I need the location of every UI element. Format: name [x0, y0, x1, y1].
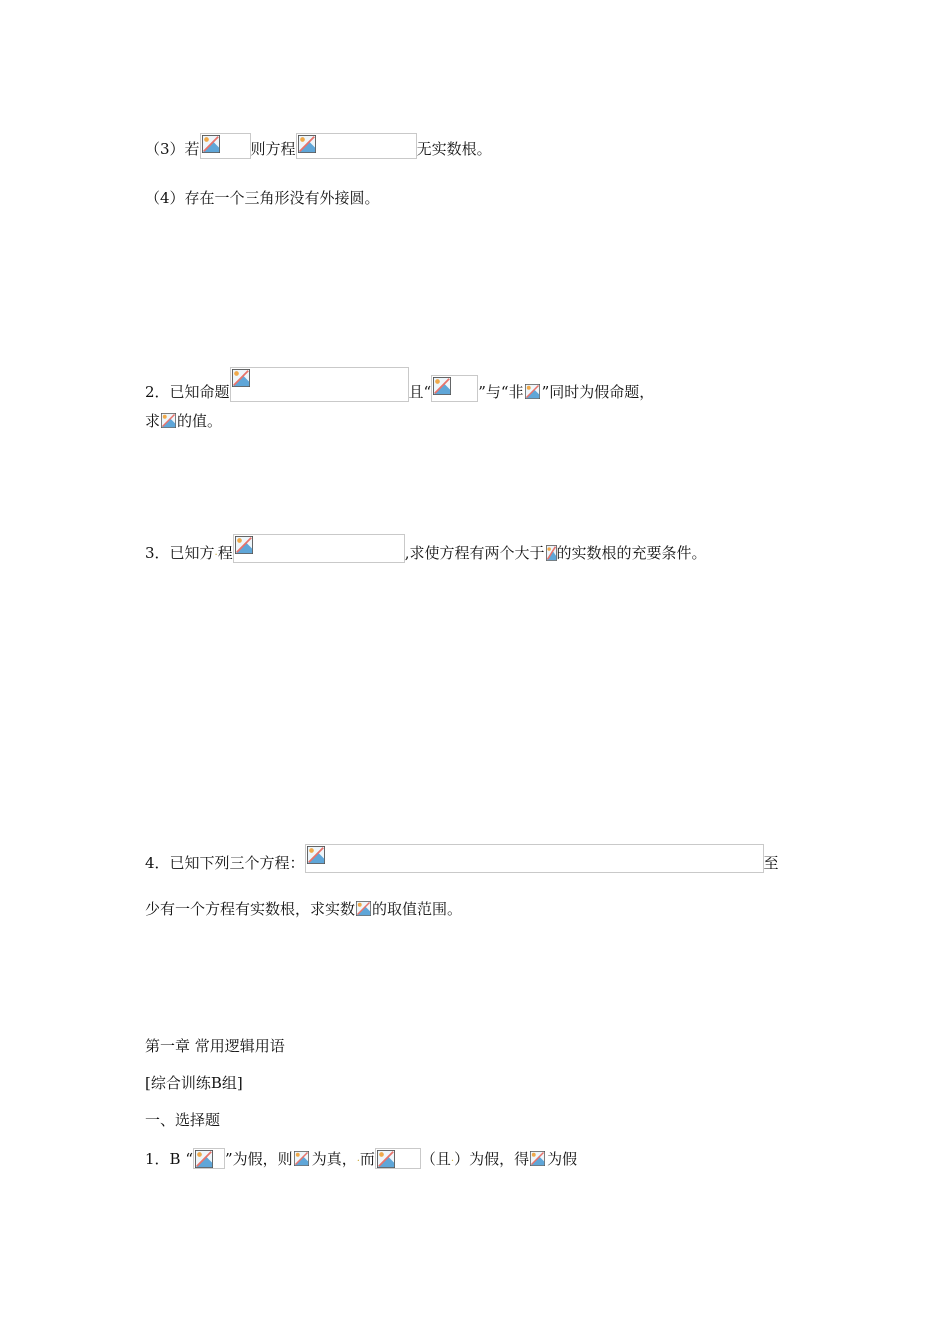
item-3-prefix: （3）若	[145, 140, 200, 158]
problem-4-line-1	[145, 844, 779, 873]
bullet-dot: .	[356, 1153, 360, 1164]
answer-1	[145, 1148, 577, 1169]
formula-image	[233, 534, 405, 563]
item-4-text: （4）存在一个三角形没有外接圆。	[145, 189, 380, 207]
problem-2-line-2	[145, 411, 222, 431]
problem-4-text: 少有一个方程有实数根，求实数	[145, 900, 356, 918]
problem-4-text: 至	[763, 854, 779, 872]
formula-image	[230, 367, 409, 402]
problem-2-text: 2．已知命题	[145, 383, 230, 401]
broken-image-icon	[307, 846, 325, 864]
problem-2-line-1	[145, 367, 654, 402]
broken-image-icon	[433, 377, 451, 395]
formula-image	[293, 1150, 312, 1169]
broken-image-icon	[195, 1150, 213, 1168]
broken-image-icon	[298, 135, 316, 153]
bullet-dot: .	[214, 547, 218, 558]
problem-3-text: ,求使方程有两个大于	[404, 544, 545, 562]
formula-image	[305, 844, 764, 873]
formula-image	[524, 383, 542, 402]
formula-image	[296, 133, 417, 159]
answer-1-text: 1．B “	[145, 1150, 194, 1168]
problem-2-text: 求	[145, 412, 161, 430]
section-heading-text: 一、选择题	[145, 1111, 221, 1129]
chapter-title	[145, 1036, 285, 1056]
formula-image	[431, 375, 478, 402]
item-4	[145, 188, 380, 208]
item-3-suffix: 无实数根。	[416, 140, 492, 158]
section-heading	[145, 1110, 220, 1130]
broken-image-icon	[525, 384, 540, 399]
broken-image-icon	[356, 901, 371, 916]
group-label	[145, 1073, 243, 1093]
broken-image-icon	[161, 413, 176, 428]
broken-image-icon	[232, 369, 250, 387]
answer-1-text: ）为假，得	[454, 1150, 530, 1168]
problem-3-text: 程	[217, 544, 233, 562]
item-3	[145, 133, 492, 159]
formula-image	[355, 900, 372, 919]
broken-image-icon	[377, 1150, 395, 1168]
formula-image	[375, 1148, 421, 1169]
formula-image	[545, 544, 557, 563]
problem-2-text: ”同时为假命题，	[541, 383, 655, 401]
answer-1-text: 为真，	[311, 1150, 357, 1168]
problem-4-text: 的取值范围。	[372, 900, 463, 918]
answer-1-text: ”为假，则	[225, 1150, 293, 1168]
formula-image	[529, 1150, 547, 1169]
broken-image-icon	[294, 1151, 309, 1166]
broken-image-icon	[530, 1151, 545, 1166]
problem-3-text: 3．已知方	[145, 544, 215, 562]
broken-image-icon	[546, 545, 557, 561]
formula-image	[193, 1148, 225, 1169]
bullet-dot: .	[450, 1153, 455, 1164]
answer-1-text: 而	[359, 1150, 375, 1168]
broken-image-icon	[235, 536, 253, 554]
problem-3	[145, 534, 707, 563]
formula-image	[200, 133, 251, 159]
problem-3-text: 的实数根的充要条件。	[556, 544, 707, 562]
problem-4-line-2	[145, 899, 462, 919]
problem-2-text: ”与“非	[478, 383, 524, 401]
chapter-title-text: 第一章 常用逻辑用语	[145, 1037, 285, 1055]
problem-2-text: 的值。	[177, 412, 223, 430]
item-3-middle: 则方程	[250, 140, 296, 158]
answer-1-text: （且	[420, 1150, 451, 1168]
problem-4-text: 4．已知下列三个方程：	[145, 854, 305, 872]
problem-2-text: 且“	[408, 383, 432, 401]
broken-image-icon	[202, 135, 220, 153]
answer-1-text: 为假	[547, 1150, 578, 1168]
group-label-text: [综合训练B组]	[145, 1074, 243, 1092]
formula-image	[160, 412, 177, 431]
